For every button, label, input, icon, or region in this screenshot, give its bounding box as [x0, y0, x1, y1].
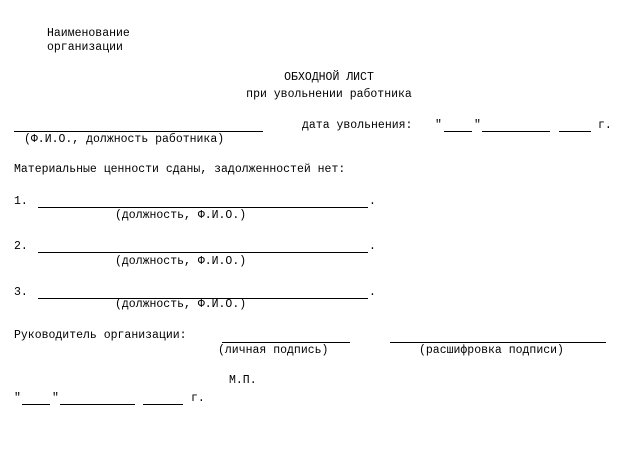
- signer-line-end: .: [369, 286, 376, 299]
- document-subtitle: при увольнении работника: [246, 88, 412, 101]
- signer-line-end: .: [369, 240, 376, 253]
- dismissal-month-field[interactable]: [482, 131, 550, 132]
- footer-month-field[interactable]: [60, 404, 135, 405]
- signer-1-field[interactable]: [38, 207, 368, 208]
- employee-name-field[interactable]: [14, 131, 263, 132]
- signer-number: 1.: [14, 195, 28, 208]
- signer-caption: (должность, Ф.И.О.): [115, 298, 247, 311]
- signer-2-field[interactable]: [38, 252, 368, 253]
- head-signature-field[interactable]: [222, 342, 350, 343]
- signer-line-end: .: [369, 195, 376, 208]
- signer-caption: (должность, Ф.И.О.): [115, 209, 247, 222]
- dismissal-date-label: дата увольнения:: [302, 119, 413, 132]
- organization-name-label-line2: организации: [47, 41, 123, 54]
- signer-number: 3.: [14, 286, 28, 299]
- dismissal-date-quote-open: ": [435, 119, 442, 132]
- signer-number: 2.: [14, 240, 28, 253]
- dismissal-year-field[interactable]: [559, 131, 591, 132]
- footer-year-suffix: г.: [191, 392, 205, 405]
- document-title: ОБХОДНОЙ ЛИСТ: [284, 71, 374, 84]
- footer-date-quote-close: ": [52, 392, 59, 405]
- stamp-placeholder: М.П.: [229, 374, 257, 387]
- organization-name-label: Наименование: [47, 27, 130, 40]
- footer-date-quote-open: ": [14, 392, 21, 405]
- head-of-organization-label: Руководитель организации:: [14, 329, 187, 342]
- dismissal-year-suffix: г.: [598, 119, 612, 132]
- dismissal-date-quote-close: ": [474, 119, 481, 132]
- footer-day-field[interactable]: [22, 404, 50, 405]
- signer-caption: (должность, Ф.И.О.): [115, 255, 247, 268]
- head-signature-decoding-field[interactable]: [390, 342, 606, 343]
- head-signature-caption: (личная подпись): [218, 344, 329, 357]
- dismissal-day-field[interactable]: [444, 131, 472, 132]
- employee-name-caption: (Ф.И.О., должность работника): [24, 133, 225, 146]
- footer-year-field[interactable]: [143, 404, 183, 405]
- clearance-statement: Материальные ценности сданы, задолженностей нет:: [14, 163, 346, 176]
- head-signature-decoding-caption: (расшифровка подписи): [419, 344, 564, 357]
